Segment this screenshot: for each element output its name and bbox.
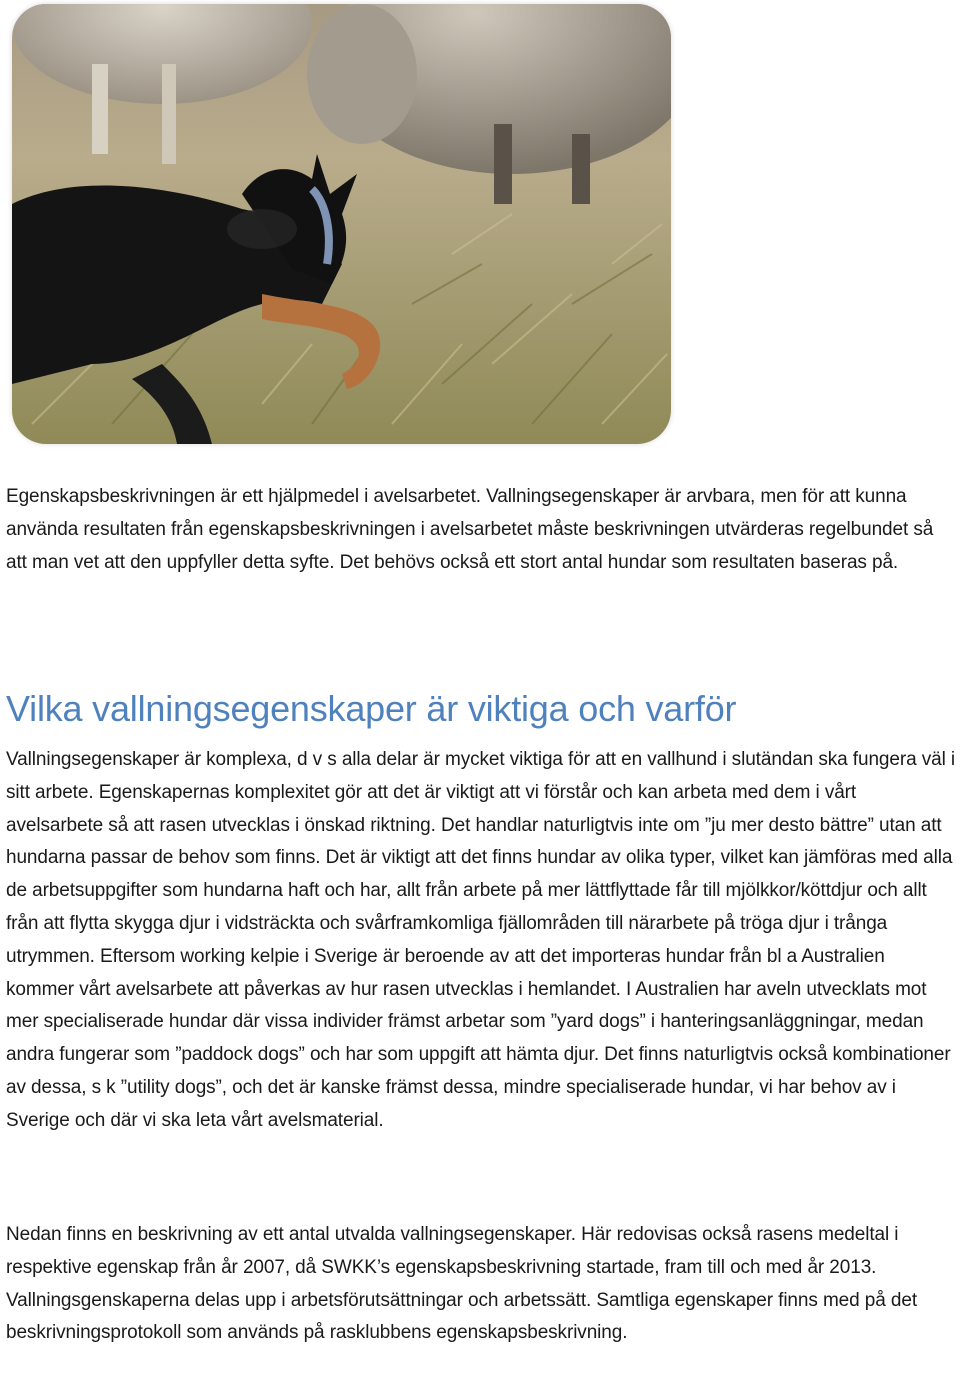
section-body-paragraph: Vallningsegenskaper är komplexa, d v s alla delar är mycket viktiga för att en vallhund i slutändan ska fungera väl i sitt arbete. Egenskapernas komplexitet gör att det är viktigt att vi förstår och kan arbeta med dem i vårt avelsarbete så att rasen utvecklas i önskad riktning. Det handlar naturligtvis inte om ”ju mer desto bättre” utan att hundarna passar de behov som finns. Det är viktigt att det finns hundar av olika typer, vilket kan jämföras med alla de arbetsuppgifter som hundarna haft och har, allt från arbete på mer lättflyttade får till mjölkkor/köttdjur och allt från att flytta skygga djur i vidsträckta och svårframkomliga fjällområden till närarbete på tröga djur i trånga utrymmen. Eftersom working kelpie i Sverige är beroende av att det importeras hundar från bl a Australien kommer vårt avelsarbete att påverkas av hur rasen utvecklas i hemlandet. I Australien har aveln utvecklats mot mer specialiserade hundar där vissa individer främst arbetar som ”yard dogs” i hanteringsanläggningar, medan andra fungerar som ”paddock dogs” och har som uppgift att hämta djur. Det finns naturligtvis också kombinationer av dessa, s k ”utility dogs”, och det är kanske främst dessa, mindre specialiserade hundar, vi har behov av i Sverige och där vi ska leta vårt avelsmaterial. — [6, 749, 956, 1131]
closing-paragraph: Nedan finns en beskrivning av ett antal utvalda vallningsegenskaper. Här redovisas också rasens medeltal i respektive egenskap från år 2007, då SWKK’s egenskapsbeskrivning startade, fram till och med år 2013. Vallningsgenskaperna delas upp i arbetsförutsättningar och arbetssätt. Samtliga egenskaper finns med på det beskrivningsprotokoll som används på rasklubbens egenskapsbeskrivning. — [6, 1224, 918, 1344]
section-heading: Vilka vallningsegenskaper är viktiga och varför — [6, 688, 737, 729]
hero-photo — [12, 4, 671, 444]
intro-paragraph: Egenskapsbeskrivningen är ett hjälpmedel i avelsarbetet. Vallningsegenskaper är arvbara, men för att kunna använda resultaten från egenskapsbeskrivningen i avelsarbetet måste beskrivningen utvärderas regelbundet så att man vet att den uppfyller detta syfte. Det behövs också ett stort antal hundar som resultaten baseras på. — [6, 486, 934, 573]
dog-and-sheep-illustration — [12, 4, 671, 444]
